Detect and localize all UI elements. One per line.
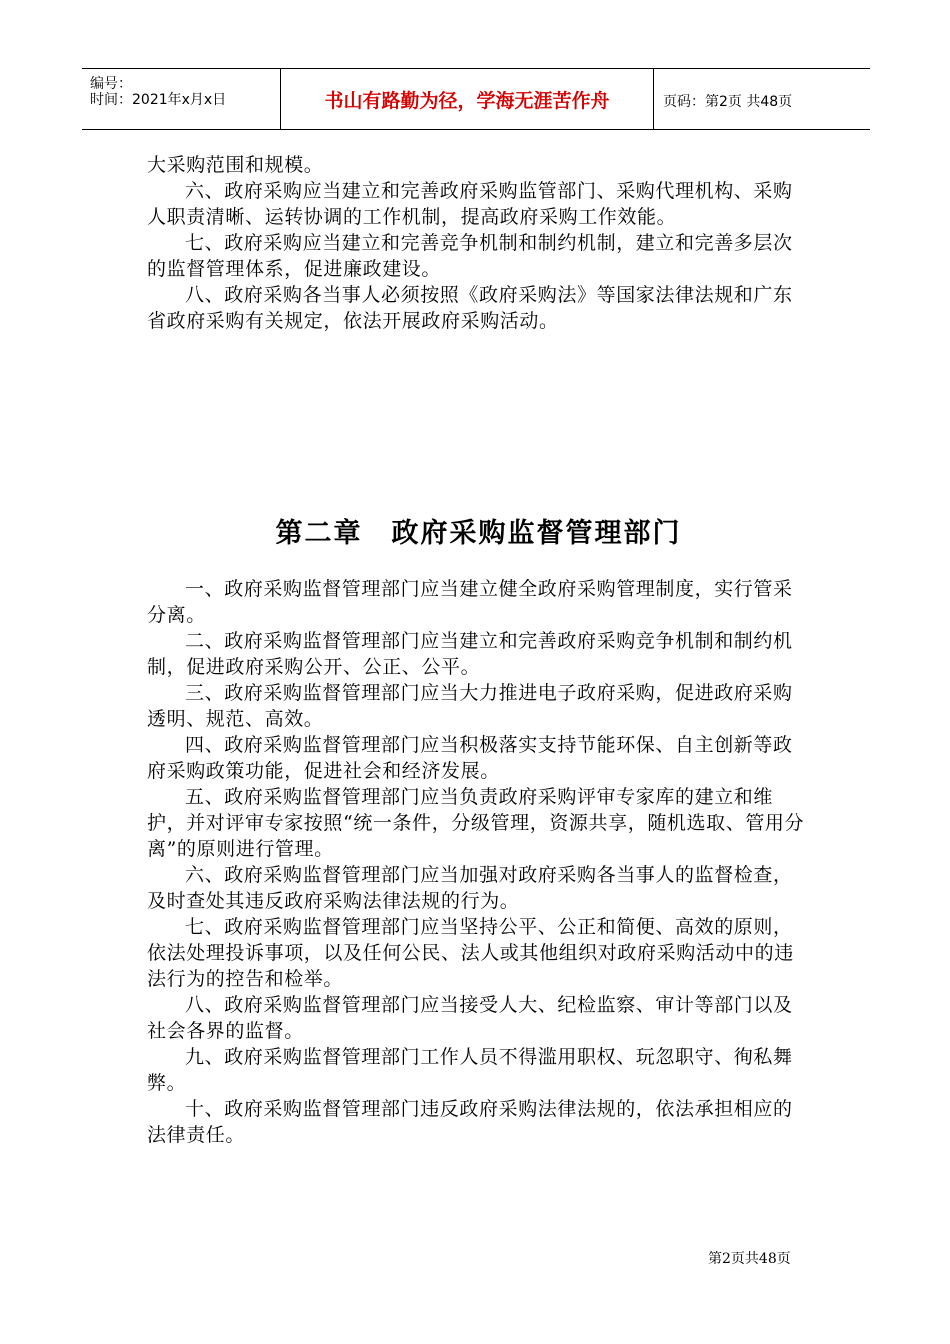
paragraph: 六、政府采购应当建立和完善政府采购监管部门、采购代理机构、采购人职责清晰、运转协调的工作机制，提高政府采购工作效能。	[147, 180, 793, 228]
paragraph: 一、政府采购监督管理部门应当建立健全政府采购管理制度，实行管采分离。	[147, 578, 793, 626]
section-2-body	[147, 576, 810, 1148]
paragraph: 六、政府采购监督管理部门应当加强对政府采购各当事人的监督检查，及时查处其违反政府采购法律法规的行为。	[147, 864, 793, 912]
header-motto-cell	[280, 69, 654, 129]
paragraph: 大采购范围和规模。	[147, 154, 324, 176]
chapter-title: 第二章 政府采购监督管理部门	[275, 518, 682, 549]
section-1-body	[147, 152, 810, 334]
header-meta	[82, 69, 280, 129]
paragraph: 八、政府采购监督管理部门应当接受人大、纪检监察、审计等部门以及社会各界的监督。	[147, 994, 793, 1042]
header-page-cell	[653, 69, 870, 129]
paragraph: 七、政府采购应当建立和完善竞争机制和制约机制，建立和完善多层次的监督管理体系，促进廉政建设。	[147, 232, 793, 280]
paragraph: 五、政府采购监督管理部门应当负责政府采购评审专家库的建立和维护，并对评审专家按照“统一条件，分级管理，资源共享，随机选取、管用分离”的原则进行管理。	[147, 786, 805, 860]
paragraph: 八、政府采购各当事人必须按照《政府采购法》等国家法律法规和广东省政府采购有关规定，依法开展政府采购活动。	[147, 284, 793, 332]
motto: 书山有路勤为径，学海无涯苦作舟	[324, 90, 610, 112]
paragraph: 二、政府采购监督管理部门应当建立和完善政府采购竞争机制和制约机制，促进政府采购公开、公正、公平。	[147, 630, 793, 678]
paragraph: 三、政府采购监督管理部门应当大力推进电子政府采购，促进政府采购透明、规范、高效。	[147, 682, 793, 730]
time-label: 时间：2021年x月x日	[90, 92, 227, 108]
serial-label: 编号：	[90, 76, 132, 92]
paragraph: 九、政府采购监督管理部门工作人员不得滥用职权、玩忽职守、徇私舞弊。	[147, 1046, 793, 1094]
page-header	[82, 68, 870, 130]
footer-page-number: 第2页共48页	[708, 1251, 791, 1267]
paragraph: 十、政府采购监督管理部门违反政府采购法律法规的，依法承担相应的法律责任。	[147, 1098, 793, 1146]
header-page-info: 页码：第2页 共48页	[663, 94, 793, 110]
paragraph: 七、政府采购监督管理部门应当坚持公平、公正和简便、高效的原则，依法处理投诉事项，以及任何公民、法人或其他组织对政府采购活动中的违法行为的控告和检举。	[147, 916, 794, 990]
paragraph: 四、政府采购监督管理部门应当积极落实支持节能环保、自主创新等政府采购政策功能，促进社会和经济发展。	[147, 734, 793, 782]
